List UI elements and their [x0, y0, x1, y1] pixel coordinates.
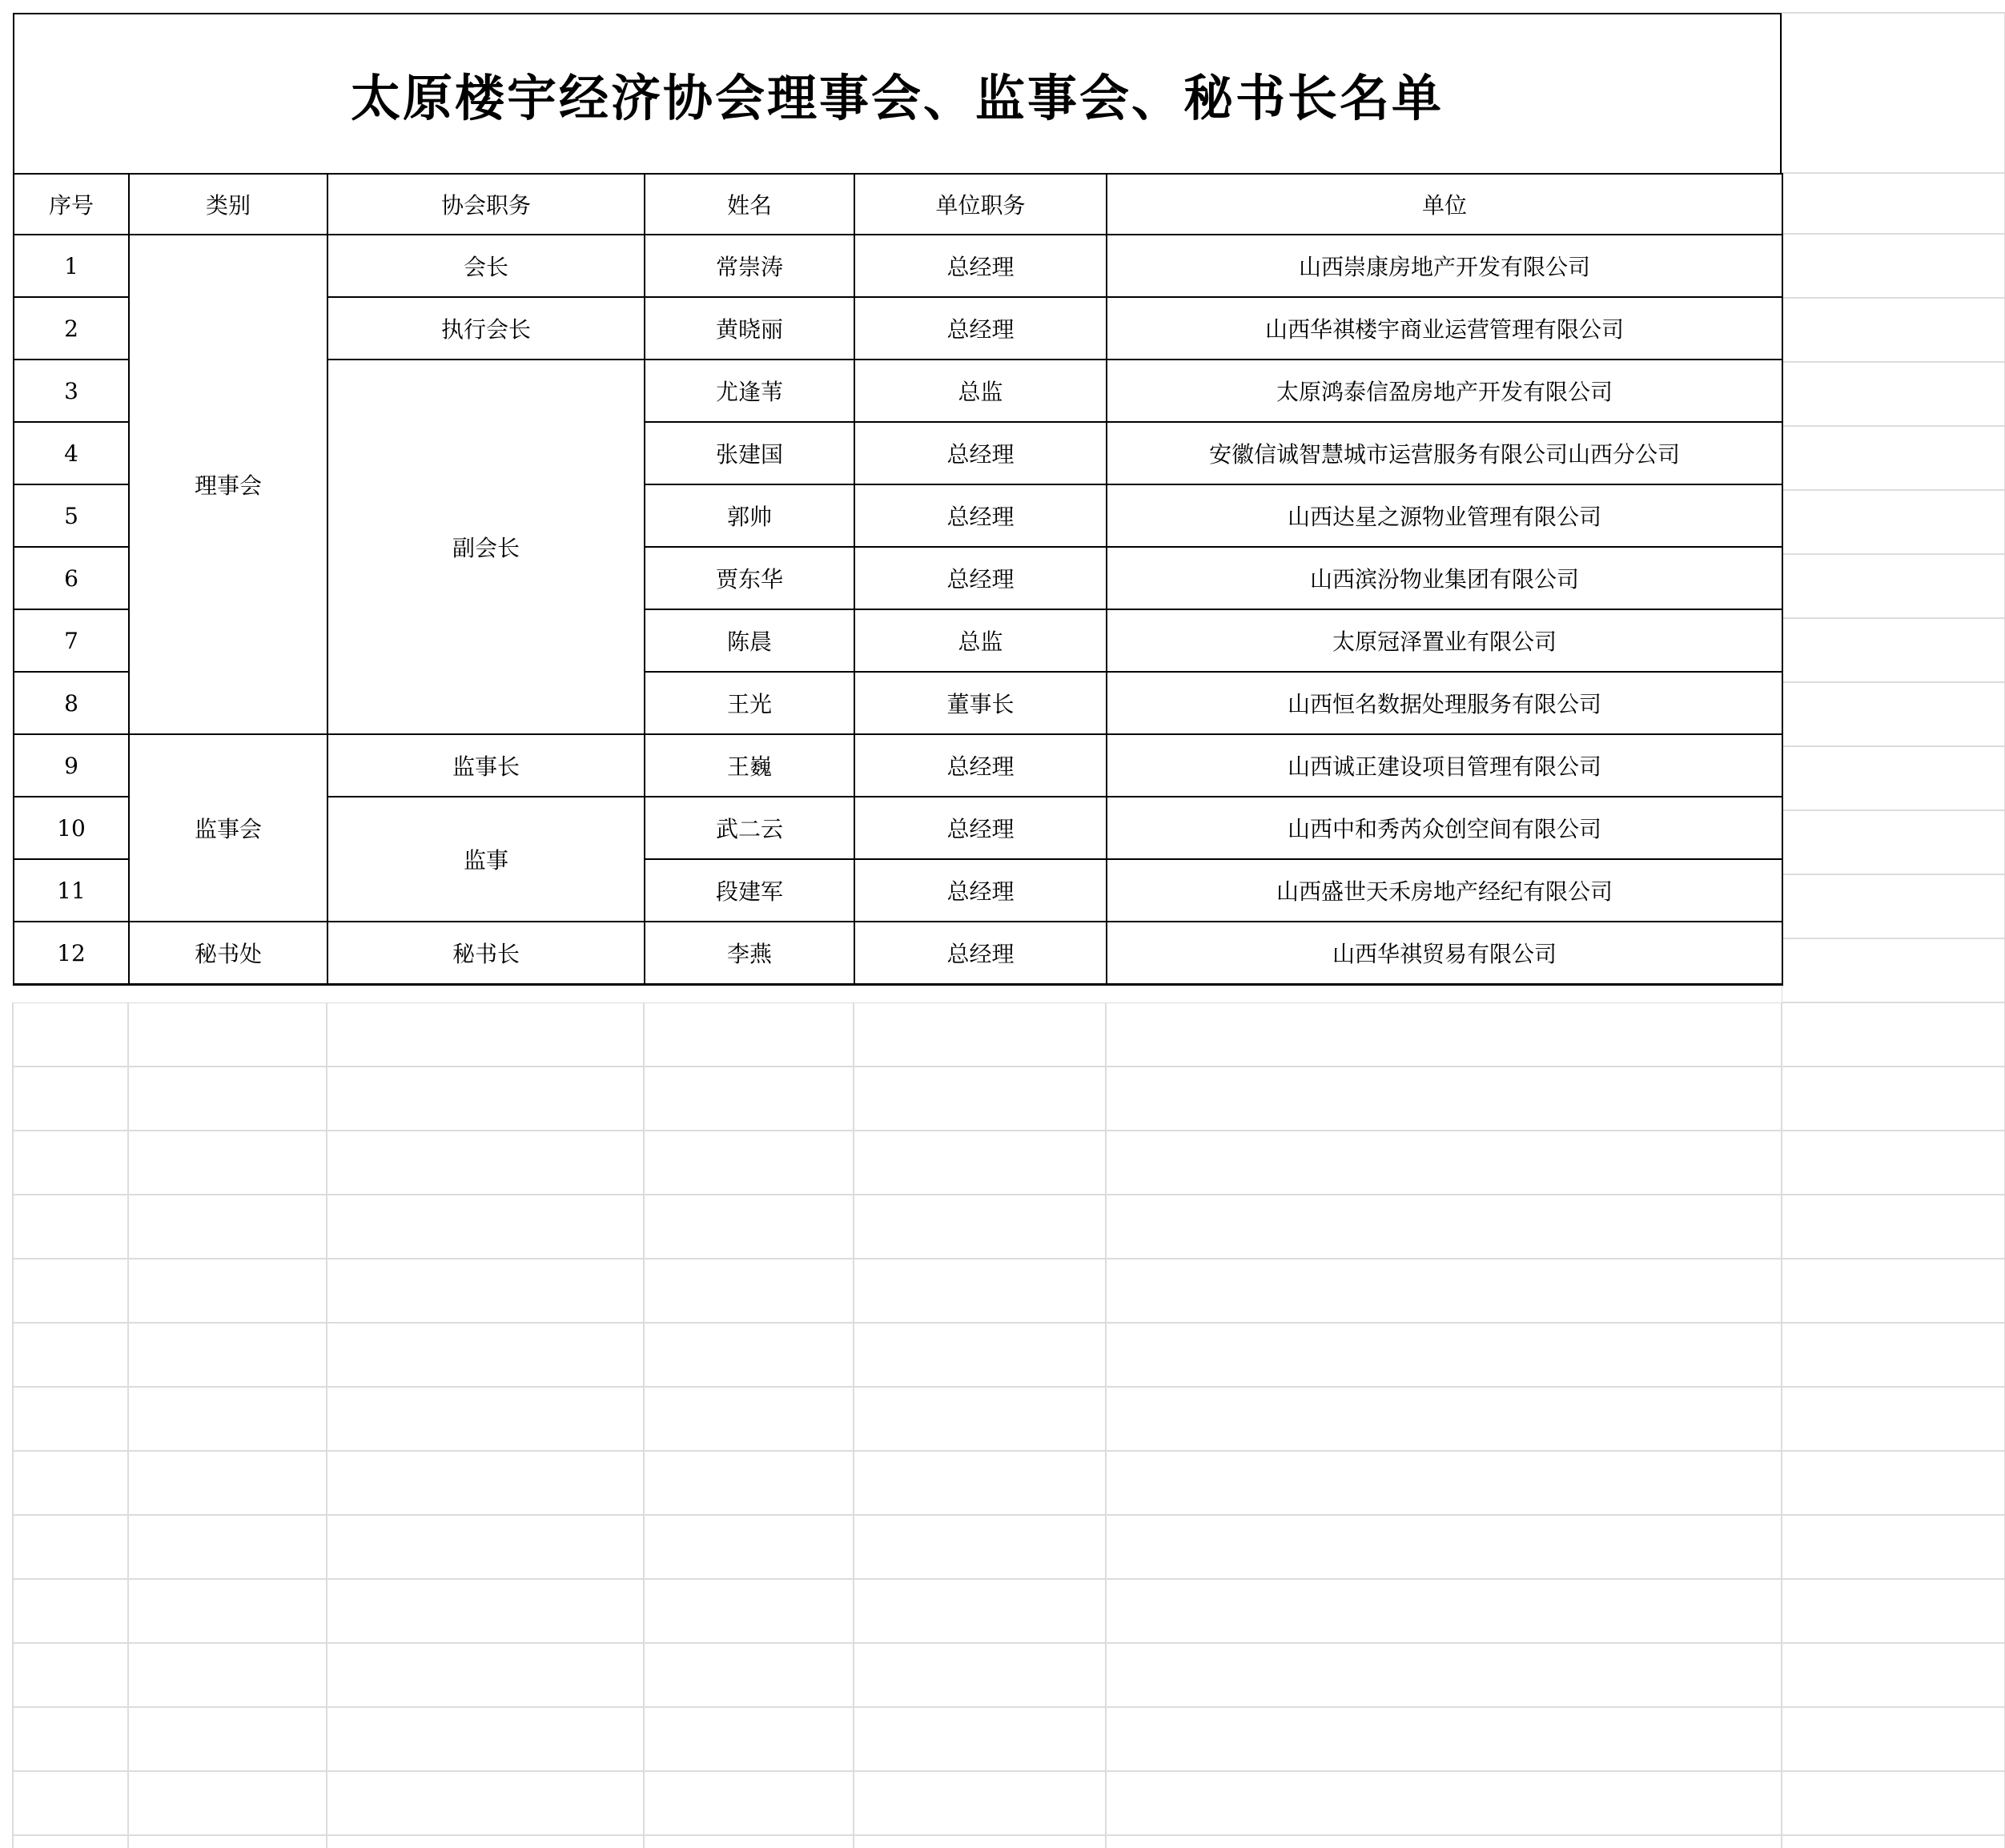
roster-table [13, 173, 1783, 986]
table-row [14, 235, 1782, 297]
row-no: 5 [14, 484, 129, 547]
post-vice-president: 副会长 [327, 360, 645, 734]
row-unit: 山西滨汾物业集团有限公司 [1107, 547, 1782, 609]
row-name: 王光 [645, 672, 854, 734]
row-no: 6 [14, 547, 129, 609]
row-job: 总经理 [854, 797, 1107, 859]
row-name: 王巍 [645, 734, 854, 797]
roster-sheet [13, 13, 1782, 1002]
row-job: 总经理 [854, 235, 1107, 297]
row-no: 10 [14, 797, 129, 859]
row-unit: 山西恒名数据处理服务有限公司 [1107, 672, 1782, 734]
row-name: 贾东华 [645, 547, 854, 609]
row-job: 总监 [854, 609, 1107, 672]
table-row [14, 922, 1782, 985]
row-no: 12 [14, 922, 129, 985]
page-title: 太原楼宇经济协会理事会、监事会、秘书长名单 [13, 13, 1782, 173]
row-name: 黄晓丽 [645, 297, 854, 360]
row-job: 总经理 [854, 297, 1107, 360]
row-unit: 太原冠泽置业有限公司 [1107, 609, 1782, 672]
row-unit: 山西崇康房地产开发有限公司 [1107, 235, 1782, 297]
row-no: 2 [14, 297, 129, 360]
row-unit: 山西诚正建设项目管理有限公司 [1107, 734, 1782, 797]
row-job: 总经理 [854, 484, 1107, 547]
post-secretary-general: 秘书长 [327, 922, 645, 985]
row-name: 武二云 [645, 797, 854, 859]
table-header-row [14, 174, 1782, 235]
post-president: 会长 [327, 235, 645, 297]
header-unit-post: 单位职务 [854, 174, 1107, 235]
row-job: 总经理 [854, 859, 1107, 922]
post-executive-president: 执行会长 [327, 297, 645, 360]
row-name: 李燕 [645, 922, 854, 985]
row-name: 尤逢苇 [645, 360, 854, 422]
row-job: 总经理 [854, 734, 1107, 797]
row-job: 总经理 [854, 422, 1107, 484]
row-name: 郭帅 [645, 484, 854, 547]
row-unit: 山西中和秀芮众创空间有限公司 [1107, 797, 1782, 859]
row-unit: 太原鸿泰信盈房地产开发有限公司 [1107, 360, 1782, 422]
category-secretariat: 秘书处 [129, 922, 327, 985]
row-no: 8 [14, 672, 129, 734]
header-category: 类别 [129, 174, 327, 235]
category-council: 理事会 [129, 235, 327, 734]
row-no: 7 [14, 609, 129, 672]
post-supervisor: 监事 [327, 797, 645, 922]
row-no: 11 [14, 859, 129, 922]
table-row [14, 734, 1782, 797]
row-unit: 安徽信诚智慧城市运营服务有限公司山西分公司 [1107, 422, 1782, 484]
header-name: 姓名 [645, 174, 854, 235]
row-job: 总经理 [854, 922, 1107, 985]
row-name: 段建军 [645, 859, 854, 922]
row-unit: 山西盛世天禾房地产经纪有限公司 [1107, 859, 1782, 922]
row-job: 总监 [854, 360, 1107, 422]
row-job: 总经理 [854, 547, 1107, 609]
row-unit: 山西达星之源物业管理有限公司 [1107, 484, 1782, 547]
header-unit: 单位 [1107, 174, 1782, 235]
row-no: 9 [14, 734, 129, 797]
row-no: 3 [14, 360, 129, 422]
category-supervisors: 监事会 [129, 734, 327, 922]
row-name: 常崇涛 [645, 235, 854, 297]
post-chief-supervisor: 监事长 [327, 734, 645, 797]
row-no: 4 [14, 422, 129, 484]
header-association-post: 协会职务 [327, 174, 645, 235]
row-unit: 山西华祺贸易有限公司 [1107, 922, 1782, 985]
row-name: 张建国 [645, 422, 854, 484]
row-name: 陈晨 [645, 609, 854, 672]
header-no: 序号 [14, 174, 129, 235]
row-no: 1 [14, 235, 129, 297]
row-job: 董事长 [854, 672, 1107, 734]
row-unit: 山西华祺楼宇商业运营管理有限公司 [1107, 297, 1782, 360]
